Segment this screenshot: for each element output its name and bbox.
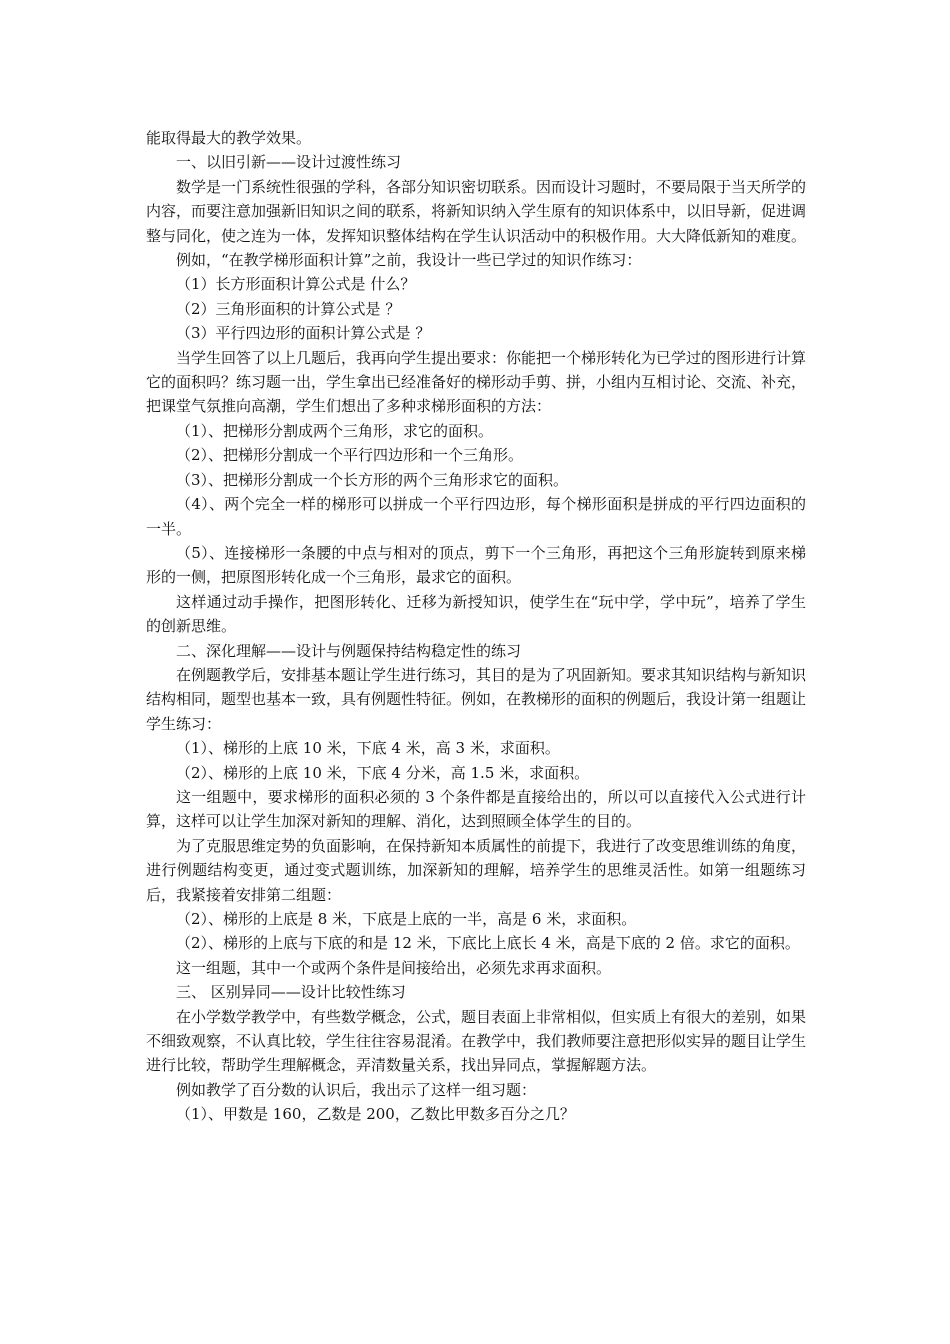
list-item: （2）、梯形的上底 10 米，下底 4 分米，高 1.5 米，求面积。 bbox=[176, 763, 590, 782]
list-item: （2）、梯形的上底与下底的和是 12 米，下底比上底长 4 米，高是下底的 2 倍。求它的面积。 bbox=[176, 934, 800, 953]
paragraph: 能取得最大的教学效果。 bbox=[146, 129, 312, 147]
list-item: （1）、梯形的上底 10 米，下底 4 米，高 3 米，求面积。 bbox=[176, 739, 560, 758]
list-item: （5）、连接梯形一条腰的中点与相对的顶点，剪下一个三角形，再把这个三角形旋转到原来梯形的一侧，把原图形转化成一个三角形，最求它的面积。 bbox=[146, 543, 806, 587]
paragraph: 为了克服思维定势的负面影响，在保持新知本质属性的前提下，我进行了改变思维训练的角度，进行例题结构变更，通过变式题训练，加深新知的理解，培养学生的思维灵活性。如第一组题练习后，我紧接着安排第二组题： bbox=[146, 836, 807, 904]
paragraph: 这一组题，其中一个或两个条件是间接给出，必须先求再求面积。 bbox=[176, 958, 612, 977]
paragraph: 这一组题中，要求梯形的面积必须的 3 个条件都是直接给出的，所以可以直接代入公式进行计算，这样可以让学生加深对新知的理解、消化，达到照顾全体学生的目的。 bbox=[146, 787, 806, 831]
list-item: （1）、把梯形分割成两个三角形，求它的面积。 bbox=[176, 421, 494, 440]
list-item: （1）、甲数是 160，乙数是 200，乙数比甲数多百分之几？ bbox=[176, 1105, 575, 1124]
paragraph: 在小学数学教学中，有些数学概念，公式，题目表面上非常相似，但实质上有很大的差别，如果不细致观察，不认真比较，学生往往容易混淆。在教学中，我们教师要注意把形似实异的题目让学生进行比较，帮助学生理解概念，弄清数量关系，找出异同点，掌握解题方法。 bbox=[146, 1007, 807, 1075]
section-heading: 二、深化理解——设计与例题保持结构稳定性的练习 bbox=[176, 641, 522, 660]
list-item: （2）、把梯形分割成一个平行四边形和一个三角形。 bbox=[176, 446, 524, 465]
list-item: （1）长方形面积计算公式是 什么？ bbox=[176, 275, 416, 294]
section-heading: 一、以旧引新——设计过渡性练习 bbox=[176, 153, 402, 172]
paragraph: 这样通过动手操作，把图形转化、迁移为新授知识，使学生在“玩中学，学中玩”，培养了学生的创新思维。 bbox=[146, 592, 806, 636]
list-item: （3）平行四边形的面积计算公式是 ？ bbox=[176, 324, 431, 343]
list-item: （2）、梯形的上底是 8 米，下底是上底的一半，高是 6 米，求面积。 bbox=[176, 910, 637, 928]
paragraph: 例如，“在教学梯形面积计算”之前，我设计一些已学过的知识作练习： bbox=[176, 251, 642, 270]
document-body bbox=[146, 126, 806, 1127]
paragraph: 在例题教学后，安排基本题让学生进行练习，其目的是为了巩固新知。要求其知识结构与新知识结构相同，题型也基本一致，具有例题性特征。例如，在教梯形的面积的例题后，我设计第一组题让学生练习： bbox=[146, 665, 807, 733]
paragraph: 例如教学了百分数的认识后，我出示了这样一组习题： bbox=[176, 1080, 537, 1099]
paragraph: 当学生回答了以上几题后，我再向学生提出要求：你能把一个梯形转化为已学过的图形进行计算它的面积吗？练习题一出，学生拿出已经准备好的梯形动手剪、拼，小组内互相讨论、交流、补充，把课堂气氛推向高潮，学生们想出了多种求梯形面积的方法： bbox=[146, 348, 807, 416]
list-item: （4）、两个完全一样的梯形可以拼成一个平行四边形，每个梯形面积是拼成的平行四边面积的一半。 bbox=[146, 495, 806, 538]
list-item: （3）、把梯形分割成一个长方形的两个三角形求它的面积。 bbox=[176, 470, 569, 489]
section-heading: 三、 区别异同——设计比较性练习 bbox=[176, 983, 406, 1002]
list-item: （2）三角形面积的计算公式是 ？ bbox=[176, 299, 401, 318]
paragraph: 数学是一门系统性很强的学科，各部分知识密切联系。因而设计习题时，不要局限于当天所学的内容，而要注意加强新旧知识之间的联系，将新知识纳入学生原有的知识体系中，以旧导新，促进调整与同化，使之连为一体，发挥知识整体结构在学生认识活动中的积极作用。大大降低新知的难度。 bbox=[146, 177, 807, 245]
